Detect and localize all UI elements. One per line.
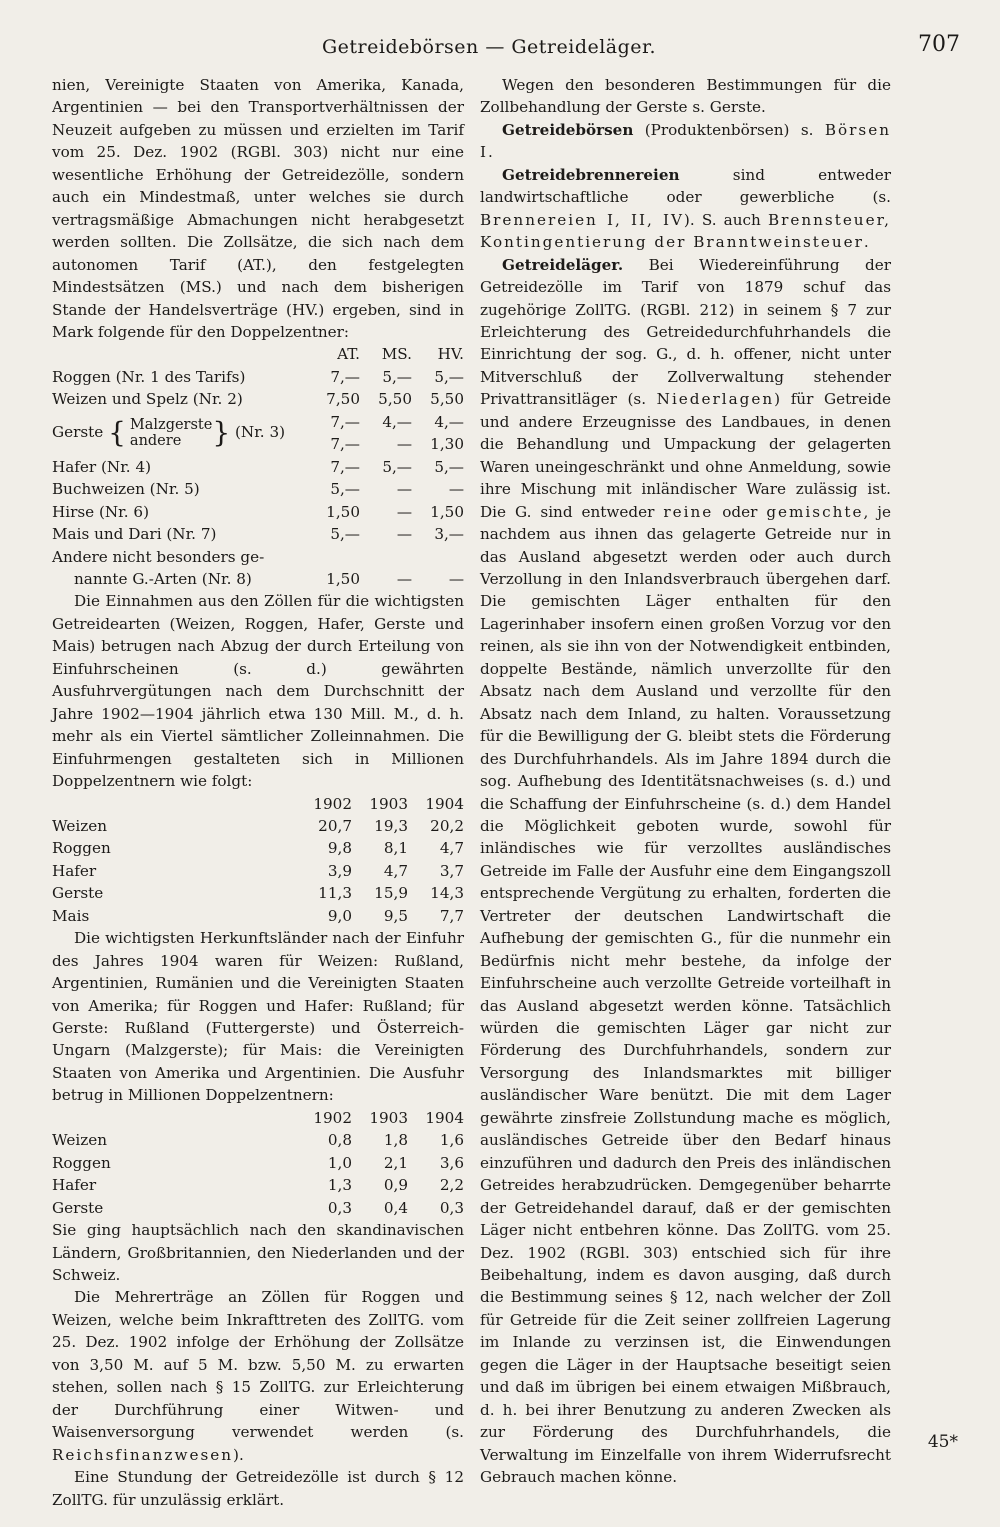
table-row: Gerste 0,3 0,4 0,3 (52, 1198, 464, 1217)
exports-header-row: 1902 1903 1904 (313, 1108, 464, 1127)
entry-getreideboersen: Getreidebörsen (Produktenbörsen) s. Börsen I. (480, 120, 891, 162)
table-row: Roggen 9,8 8,1 4,7 (52, 839, 464, 858)
left-paragraph-2: Die Einnahmen aus den Zöllen für die wichtigsten Getreidearten (Weizen, Roggen, Hafer, Gerste und Mais) betrugen nach Abzug der durch Erteilung von Einfuhrscheinen (s. d.) gewährten Ausfuhrvergütungen nach dem Durchschnitt der Jahre 1902—1904 jährlich etwa 130 Mill. M., d. h. mehr als ein Viertel sämtlicher Zolleinnahmen. Die Einfuhrmengen gestalteten sich in Millionen Doppelzentnern wie folgt: (52, 592, 464, 791)
table-row: Hafer (Nr. 4) 7,— 5,— 5,— (52, 457, 464, 476)
right-paragraph-1: Wegen den besonderen Bestimmungen für die Zollbehandlung der Gerste s. Gerste. (480, 76, 891, 117)
imports-table (52, 793, 464, 928)
running-title: Getreidebörsen — Getreideläger. (322, 36, 657, 58)
table-row: nannte G.-Arten (Nr. 8) 1,50 — — (74, 569, 464, 588)
tariff-header-row (52, 343, 464, 365)
table-row: Buchweizen (Nr. 5) 5,— — — (52, 480, 464, 499)
cross-reference: Niederlagen (656, 390, 775, 409)
tariff-rates-table (52, 343, 464, 590)
left-column (52, 74, 464, 1511)
table-row: Gerste 11,3 15,9 14,3 (52, 884, 464, 903)
cross-reference: Brennsteuer, Kontingentierung der Branntweinsteuer (480, 210, 891, 252)
brace-close: } (212, 416, 231, 450)
left-paragraph-1: nien, Vereinigte Staaten von Amerika, Kanada, Argentinien — bei den Transportverhältnissen der Neuzeit aufgeben zu müssen und erzielten im Tarif vom 25. Dez. 1902 (RGBl. 303) nicht nur eine wesentliche Erhöhung der Getreidezölle, sondern auch ein Mindestmaß, unter welches sie durch vertragsmäßige Abmachungen nicht herabgesetzt werden sollten. Die Zollsätze, die sich nach dem autonomen Tarif (AT.), den festgelegten Mindestsätzen (MS.) und nach dem bisherigen Stande der Handelsverträge (HV.) ergeben, sind in Mark folgende für den Doppelzentner: (52, 76, 464, 341)
table-row: Hirse (Nr. 6) 1,50 — 1,50 (52, 502, 464, 521)
headword: Getreideläger. (502, 255, 624, 274)
entry-getreidebrennereien: Getreidebrennereien sind entweder landwirtschaftliche oder gewerbliche (s. Brennereien I, II, IV). S. auch Brennsteuer, Kontingentierung der Branntweinsteuer. (480, 165, 891, 252)
column-header-hv: HV. (437, 345, 464, 364)
cross-reference: Brennereien I, II, IV (480, 210, 684, 229)
column-header-ms: MS. (381, 345, 412, 364)
cross-reference: Börsen I. (480, 120, 891, 162)
table-row: Mais und Dari (Nr. 7) 5,— — 3,— (52, 525, 464, 544)
imports-header-row: 1902 1903 1904 (313, 794, 464, 813)
table-row: Weizen 0,8 1,8 1,6 (52, 1131, 464, 1150)
left-paragraph-5: Die Mehrerträge an Zöllen für Roggen und Weizen, welche beim Inkrafttreten des ZollTG. vom 25. Dez. 1902 infolge der Erhöhung der Zollsätze von 3,50 M. auf 5 M. bzw. 5,50 M. zu erwarten stehen, sollen nach § 15 ZollTG. zur Erleichterung der Durchführung einer Witwen- und Waisenversorgung verwendet werden (s. Reichsfinanzwesen). (52, 1288, 464, 1464)
table-row: Roggen 1,0 2,1 3,6 (52, 1153, 464, 1172)
page-header (52, 30, 960, 66)
table-row: Weizen 20,7 19,3 20,2 (52, 816, 464, 835)
table-row: Roggen (Nr. 1 des Tarifs) 7,— 5,— 5,— (52, 367, 464, 386)
table-row: Andere nicht besonders ge- (52, 547, 265, 566)
column-header-at: AT. (337, 345, 360, 364)
table-row: Mais 9,0 9,5 7,7 (52, 906, 464, 925)
left-paragraph-4: Sie ging hauptsächlich nach den skandinavischen Ländern, Großbritannien, den Niederlanden und der Schweiz. (52, 1221, 464, 1285)
left-paragraph-6: Eine Stundung der Getreidezölle ist durch § 12 ZollTG. für unzulässig erklärt. (52, 1468, 464, 1509)
headword: Getreidebrennereien (502, 165, 680, 184)
exports-table (52, 1107, 464, 1219)
right-column (480, 74, 891, 1489)
signature-mark: 45* (927, 1432, 958, 1452)
left-paragraph-3: Die wichtigsten Herkunftsländer nach der Einfuhr des Jahres 1904 waren für Weizen: Rußland, Argentinien, Rumänien und die Vereinigten Staaten von Amerika; für Roggen und Hafer: Rußland; für Gerste: Rußland (Futtergerste) und Österreich-Ungarn (Malzgerste); für Mais: die Vereinigten Staaten von Amerika und Argentinien. Die Ausfuhr betrug in Millionen Doppelzentnern: (52, 929, 464, 1105)
table-row: Hafer 1,3 0,9 2,2 (52, 1176, 464, 1195)
brace-open: { (108, 416, 126, 450)
entry-getreidelaeger: Getreideläger. Bei Wiedereinführung der Getreidezölle im Tarif von 1879 schuf das zugehörige ZollTG. (RGBl. 212) in seinem § 7 zur Erleichterung des Getreidedurchfuhrhandels die Einrichtung der sog. G., d. h. offener, nicht unter Mitverschluß der Zollverwaltung stehender Privattransitläger (s. Niederlagen) für Getreide und andere Erzeugnisse des Landbaues, in denen die Behandlung und Umpackung der gelagerten Waren uneingeschränkt und ohne Anmeldung, sowie ihre Mischung mit inländischer Ware zulässig ist. Die G. sind entweder reine oder gemischte, je nachdem aus ihnen das gelagerte Getreide nur in das Ausland abgesetzt werden oder auch durch Verzollung in den Inlandsverbrauch übergehen darf. Die gemischten Läger enthalten für den Lagerinhaber insofern einen großen Vorzug vor den reinen, als sie ihn von der Notwendigkeit entbinden, doppelte Bestände, nämlich unverzollte für den Absatz nach dem Ausland und verzollte für den Absatz nach dem Inland, zu halten. Voraussetzung für die Bewilligung der G. bleibt stets die Förderung des Durchfuhrhandels. Als im Jahre 1894 durch die sog. Aufhebung des Identitätsnachweises (s. d.) und die Schaffung der Einfuhrscheine (s. d.) dem Handel die Möglichkeit geboten wurde, sowohl für inländisches wie für verzolltes ausländisches Getreide im Falle der Ausfuhr eine dem Eingangszoll entsprechende Vergütung zu erhalten, forderten die Vertreter der deutschen Landwirtschaft die Aufhebung der gemischten G., für die nunmehr ein Bedürfnis nicht mehr bestehe, da infolge der Einfuhrscheine auch verzollte Getreide vorteilhaft in das Ausland abgesetzt werden könne. Tatsächlich würden die gemischten Läger gar nicht zur Förderung des Durchfuhrhandels, sondern zur Versorgung des Inlandsmarktes mit billiger ausländischer Ware benützt. Die mit dem Lager gewährte zinsfreie Zollstundung mache es möglich, ausländisches Getreide über den Bedarf hinaus einzuführen und dadurch den Preis des inländischen Getreides herabzudrücken. Demgegenüber beharrte der Getreidehandel darauf, daß er der gemischten Läger nicht entbehren könne. Das ZollTG. vom 25. Dez. 1902 (RGBl. 303) entschied sich für ihre Beibehaltung, indem es davon ausging, daß durch die Bestimmung seines § 12, nach welcher der Zoll für Getreide für die Zeit seiner zollfreien Lagerung im Inlande zu verzinsen ist, die Einwendungen gegen die Läger in der Hauptsache beseitigt seien und daß im übrigen bei einem etwaigen Mißbrauch, d. h. bei ihrer Benutzung zu anderen Zwecken als zur Förderung des Durchfuhrhandels, die Verwaltung im Einzelfalle von ihrem Widerrufsrecht Gebrauch machen könne. (480, 255, 891, 1487)
page-number: 707 (918, 32, 960, 57)
headword: Getreidebörsen (502, 120, 634, 139)
table-row-gerste: Gerste { Malzgerste andere } (Nr. 3) 7,— 7,— 4,— — 4,— 1,30 (52, 412, 464, 454)
table-row: Weizen und Spelz (Nr. 2) 7,50 5,50 5,50 (52, 390, 464, 409)
table-row: Hafer 3,9 4,7 3,7 (52, 861, 464, 880)
